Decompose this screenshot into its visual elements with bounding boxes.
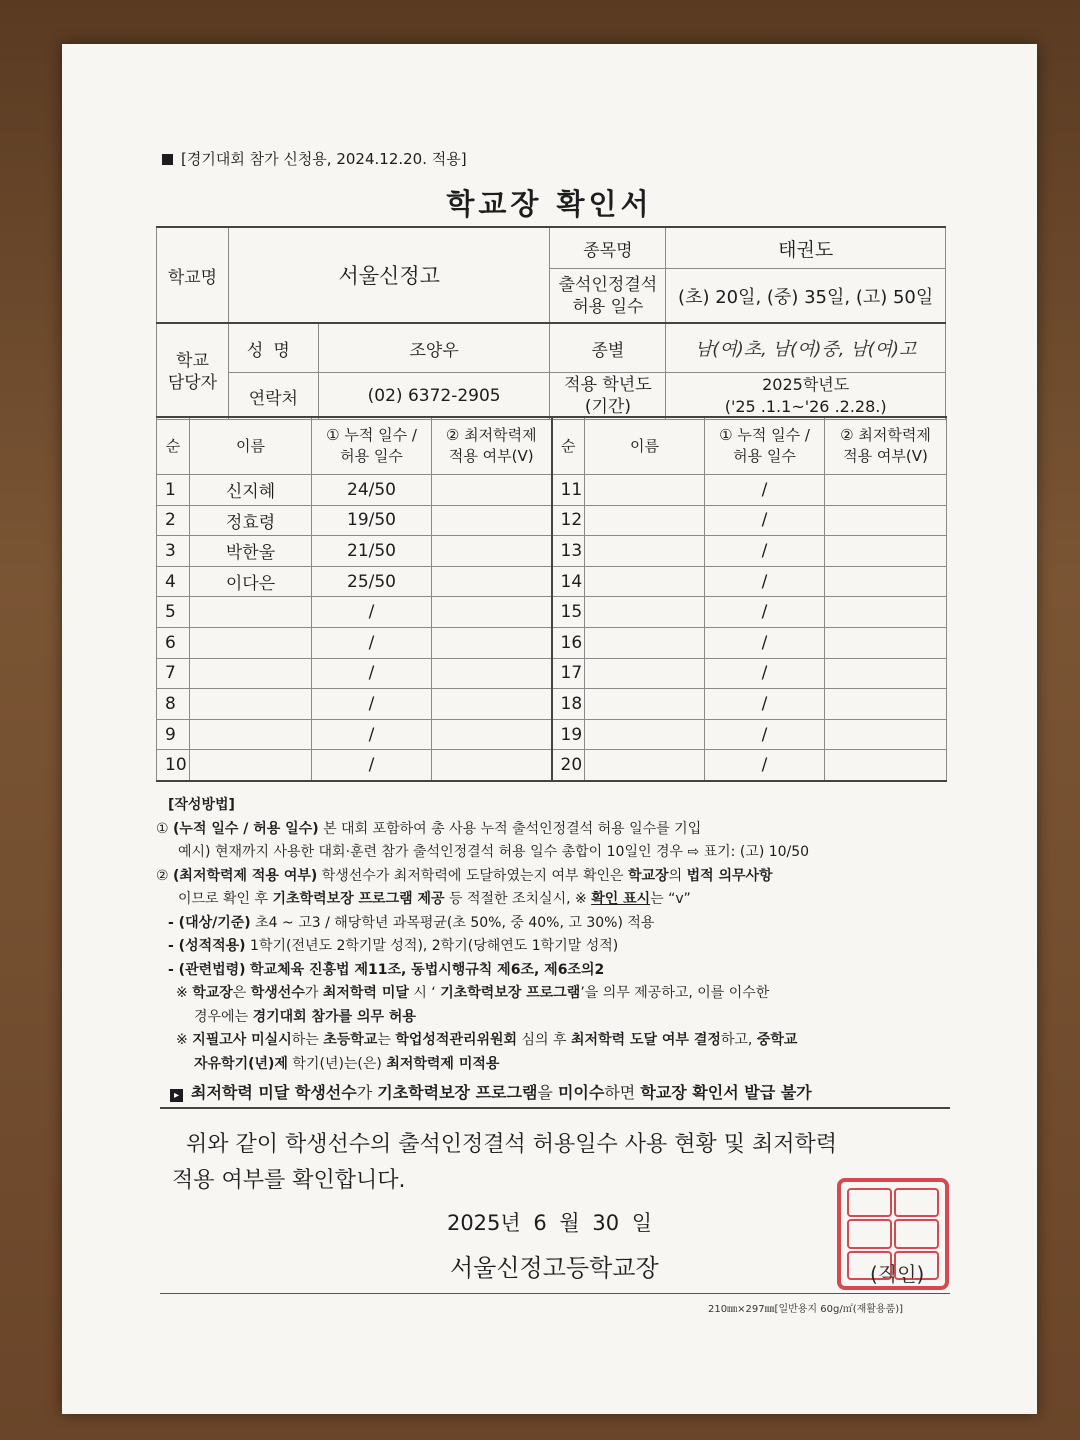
min-academic-check [825, 750, 947, 781]
student-name [190, 719, 312, 750]
min-academic-check [432, 658, 552, 689]
min-academic-check [825, 627, 947, 658]
student-name [585, 658, 705, 689]
note-2-cont: 자유학기(년)제 학기(년)는(은) 최저학력제 미적용 [194, 1055, 500, 1072]
days-used: / [705, 627, 825, 658]
allowed-days-value: (초) 20일, (중) 35일, (고) 50일 [666, 269, 946, 323]
min-academic-check [825, 597, 947, 628]
days-used: / [705, 505, 825, 536]
student-name: 박한울 [190, 536, 312, 567]
instructions-title: [작성방법] [168, 797, 235, 813]
note-1-cont: 경우에는 경기대회 참가를 의무 허용 [194, 1008, 416, 1025]
document-title: 학교장 확인서 [446, 187, 653, 221]
criteria-grade: - (성적적용) 1학기(전년도 2학기말 성적), 2학기(당해연도 1학기말 성적) [168, 938, 619, 954]
min-academic-check [825, 475, 947, 506]
min-academic-check [432, 505, 552, 536]
row-number: 8 [157, 689, 190, 720]
days-used: 25/50 [312, 566, 432, 597]
days-used: / [705, 475, 825, 506]
col-name: 이름 [190, 417, 312, 475]
student-name [585, 536, 705, 567]
arrow-box-icon: ▸ [170, 1089, 183, 1102]
seal-mark: (직인) [870, 1262, 925, 1286]
row-number: 10 [157, 750, 190, 781]
school-name-value: 서울신정고 [228, 227, 550, 323]
days-used: / [312, 689, 432, 720]
days-used: / [705, 536, 825, 567]
min-academic-check [432, 475, 552, 506]
row-number: 6 [157, 627, 190, 658]
student-name: 이다은 [190, 566, 312, 597]
row-number: 12 [552, 505, 585, 536]
criteria-target: - (대상/기준) 초4 ~ 고3 / 해당학년 과목평균(초 50%, 중 40%, 고 30%) 적용 [168, 914, 655, 931]
days-used: 21/50 [312, 536, 432, 567]
contact-label: 연락처 [228, 373, 318, 420]
sport-label: 종목명 [550, 227, 666, 269]
days-used: 24/50 [312, 475, 432, 506]
row-number: 20 [552, 750, 585, 781]
min-academic-check [432, 750, 552, 781]
days-used: / [312, 719, 432, 750]
min-academic-check [825, 719, 947, 750]
row-number: 15 [552, 597, 585, 628]
bottom-divider [160, 1293, 950, 1294]
days-used: / [312, 750, 432, 781]
row-number: 4 [157, 566, 190, 597]
min-academic-check [432, 689, 552, 720]
school-name-label: 학교명 [157, 227, 229, 323]
manager-label: 학교 담당자 [157, 323, 229, 420]
student-name [190, 658, 312, 689]
principal-name: 서울신정고등학교장 [450, 1254, 659, 1282]
row-number: 7 [157, 658, 190, 689]
row-number: 13 [552, 536, 585, 567]
school-year-value: 2025학년도 ('25 .1.1~'26 .2.28.) [666, 373, 946, 420]
days-used: / [312, 627, 432, 658]
col-min-academic: ② 최저학력제 적용 여부(V) [432, 417, 552, 475]
allowed-days-label: 출석인정결석 허용 일수 [550, 269, 666, 323]
col-order-2: 순 [552, 417, 585, 475]
student-name [190, 689, 312, 720]
row-number: 3 [157, 536, 190, 567]
instruction-1: ① (누적 일수 / 허용 일수) 본 대회 포함하여 총 사용 누적 출석인정결석 허용 일수를 기입 [156, 820, 702, 837]
min-academic-check [432, 536, 552, 567]
col-days-2: ① 누적 일수 / 허용 일수 [705, 417, 825, 475]
gender-label: 종별 [550, 323, 666, 373]
row-number: 18 [552, 689, 585, 720]
student-name [585, 475, 705, 506]
document-page [62, 44, 1037, 1414]
instructions [156, 794, 968, 1076]
name-label: 성명 [228, 323, 318, 373]
row-number: 17 [552, 658, 585, 689]
student-name [190, 597, 312, 628]
row-number: 16 [552, 627, 585, 658]
min-academic-check [432, 597, 552, 628]
days-used: / [705, 566, 825, 597]
name-value: 조양우 [318, 323, 550, 373]
student-name: 정효령 [190, 505, 312, 536]
min-academic-check [825, 658, 947, 689]
student-name [585, 719, 705, 750]
paper-spec: 210㎜×297㎜[일반용지 60g/㎡(재활용품)] [708, 1304, 904, 1315]
note-2: ※ 지필고사 미실시하는 초등학교는 학업성적관리위원회 심의 후 최저학력 도달 여부 결정하고, 중학교 [176, 1032, 798, 1048]
student-name [585, 627, 705, 658]
col-order: 순 [157, 417, 190, 475]
row-number: 9 [157, 719, 190, 750]
row-number: 14 [552, 566, 585, 597]
contact-value: (02) 6372-2905 [318, 373, 550, 420]
days-used: / [312, 597, 432, 628]
days-used: / [705, 750, 825, 781]
days-used: / [705, 689, 825, 720]
note-1: ※ 학교장은 학생선수가 최저학력 미달 시 ‘ 기초학력보장 프로그램’을 의무 제공하고, 이를 이수한 [176, 985, 770, 1001]
instruction-1-example: 예시) 현재까지 사용한 대회·훈련 참가 출석인정결석 허용 일수 총합이 10일인 경우 ⇨ 표기: (고) 10/50 [178, 844, 810, 860]
sport-value: 태권도 [666, 227, 946, 269]
min-academic-check [825, 689, 947, 720]
row-number: 5 [157, 597, 190, 628]
row-number: 11 [552, 475, 585, 506]
days-used: / [705, 719, 825, 750]
min-academic-check [825, 505, 947, 536]
min-academic-check [432, 719, 552, 750]
student-name [585, 566, 705, 597]
gender-value: 남(여)초, 남(여)중, 남(여)고 [666, 323, 946, 373]
form-note: [경기대회 참가 신청용, 2024.12.20. 적용] [162, 148, 467, 169]
row-number: 2 [157, 505, 190, 536]
min-academic-check [825, 536, 947, 567]
student-name [190, 750, 312, 781]
divider [160, 1107, 950, 1109]
instruction-2: ② (최저학력제 적용 여부) 학생선수가 최저학력에 도달하였는지 여부 확인은 학교장의 법적 의무사항 [156, 867, 773, 884]
col-name-2: 이름 [585, 417, 705, 475]
student-name [585, 689, 705, 720]
min-academic-check [432, 566, 552, 597]
days-used: 19/50 [312, 505, 432, 536]
school-info-table [156, 226, 946, 420]
min-academic-check [432, 627, 552, 658]
days-used: / [705, 658, 825, 689]
student-name: 신지혜 [190, 475, 312, 506]
student-table [156, 416, 947, 782]
instruction-2-cont: 이므로 확인 후 기초학력보장 프로그램 제공 등 적절한 조치실시, ※ 확인 표시는 “v” [178, 891, 691, 907]
days-used: / [705, 597, 825, 628]
school-year-label: 적용 학년도 (기간) [550, 373, 666, 420]
days-used: / [312, 658, 432, 689]
student-name [585, 750, 705, 781]
min-academic-check [825, 566, 947, 597]
square-bullet-icon [162, 154, 173, 165]
student-name [585, 597, 705, 628]
criteria-law: - (관련법령) 학교체육 진흥법 제11조, 동법시행규칙 제6조, 제6조의2 [168, 961, 605, 978]
student-name [585, 505, 705, 536]
student-name [190, 627, 312, 658]
col-days: ① 누적 일수 / 허용 일수 [312, 417, 432, 475]
issue-date: 2025년 6 월 30 일 [446, 1211, 653, 1235]
row-number: 19 [552, 719, 585, 750]
important-notice: ▸ 최저학력 미달 학생선수가 기초학력보장 프로그램을 미이수하면 학교장 확인서 발급 불가 [170, 1080, 812, 1103]
confirmation-text: 위와 같이 학생선수의 출석인정결석 허용일수 사용 현황 및 최저학력 적용 여부를 확인합니다. [172, 1132, 838, 1193]
col-min-academic-2: ② 최저학력제 적용 여부(V) [825, 417, 947, 475]
row-number: 1 [157, 475, 190, 506]
